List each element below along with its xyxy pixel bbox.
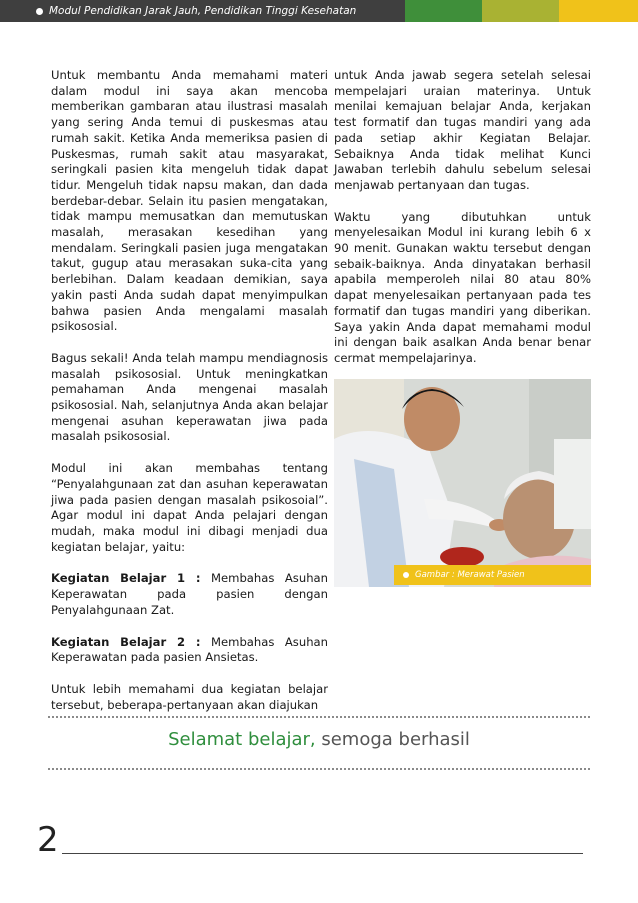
paragraph: Untuk lebih memahami dua kegiatan belajar tersebut, beberapa-pertanyaan akan diajukan: [51, 681, 328, 712]
motto-green: Selamat belajar,: [168, 729, 316, 750]
paragraph: Waktu yang dibutuhkan untuk menyelesaikan Modul ini kurang lebih 6 x 90 menit. Gunakan waktu tersebut dengan sebaik-baiknya. Anda dinyatakan berhasil apabila memperoleh nilai 80 atau 80% dapat menyelesaikan pertanyaan pada tes formatif dan tugas mandiri yang diberikan. Saya yakin Anda dapat memahami modul ini dengan baik asalkan Anda benar benar cermat mempelajarinya.: [334, 209, 591, 365]
kegiatan-text: Membahas Asuhan Keperawatan pada pasien Ansietas.: [51, 634, 328, 665]
paragraph: Modul ini akan membahas tentang “Penyalahgunaan zat dan asuhan keperawatan jiwa pada pasien dengan masalah psikosoial”. Agar modul ini dapat Anda pelajari dengan mudah, maka modul ini dibagi menjadi dua kegiatan belajar, yaitu:: [51, 461, 328, 554]
kegiatan-label: Kegiatan Belajar 1 :: [51, 571, 201, 586]
caption-text: Gambar : Merawat Pasien: [415, 570, 525, 580]
header-title-block: [0, 0, 405, 22]
kegiatan-belajar-1: [51, 571, 328, 618]
header-title: Modul Pendidikan Jarak Jauh, Pendidikan Tinggi Kesehatan: [49, 5, 357, 17]
header-stripe-green: [405, 0, 482, 22]
page-number-line: [62, 853, 583, 854]
photo-illustration: [334, 379, 591, 587]
bullet-icon: [403, 572, 409, 578]
paragraph: Bagus sekali! Anda telah mampu mendiagnosis masalah psikososial. Untuk meningkatkan pemahaman Anda mengenai masalah psikososial. Nah, selanjutnya Anda akan belajar mengenai asuhan keperawatan jiwa pada masalah psikososial.: [51, 350, 328, 444]
paragraph: untuk Anda jawab segera setelah selesai mempelajari uraian materinya. Untuk menilai kemajuan belajar Anda, kerjakan test formatif dan tugas mandiri yang ada pada setiap akhir Kegiatan Belajar. Sebaiknya Anda tidak melihat Kunci Jawaban terlebih dahulu sebelum selesai menjawab pertanyaan dan tugas.: [334, 68, 591, 192]
kegiatan-text: Membahas Asuhan Keperawatan pada pasien dengan Penyalahgunaan Zat.: [51, 571, 328, 617]
kegiatan-label: Kegiatan Belajar 2 :: [51, 634, 201, 649]
figure-caption: [394, 565, 591, 585]
motto-rest: semoga berhasil: [315, 729, 470, 750]
motto: [0, 729, 638, 750]
left-column: [51, 68, 328, 729]
header-stripe-olive: [482, 0, 559, 22]
dotted-divider: [48, 768, 590, 770]
nurse-feeding-patient-photo: [334, 379, 591, 587]
header-bar: [0, 0, 638, 22]
bullet-icon: [36, 8, 43, 15]
kegiatan-belajar-2: [51, 635, 328, 666]
page-number: 2: [37, 820, 59, 860]
dotted-divider: [48, 716, 590, 718]
header-stripe-yellow: [559, 0, 638, 22]
right-column: [334, 68, 591, 383]
paragraph: Untuk membantu Anda memahami materi dalam modul ini saya akan mencoba memberikan gambaran atau ilustrasi masalah yang sering Anda temui di puskesmas atau rumah sakit. Ketika Anda memeriksa pasien di Puskesmas, rumah sakit atau masyarakat, seringkali pasien kita mengeluh tidak dapat tidur. Mengeluh tidak napsu makan, dan dada berdebar-debar. Selain itu pasien mengatakan, tidak mampu memusatkan dan memutuskan masalah, merasakan kesedihan yang mendalam. Seringkali pasien juga mengatakan takut, gugup atau merasakan suka-cita yang berlebihan. Dalam keadaan demikian, saya yakin pasti Anda sudah dapat menyimpulkan bahwa pasien Anda mengalami masalah psikososial.: [51, 68, 328, 334]
